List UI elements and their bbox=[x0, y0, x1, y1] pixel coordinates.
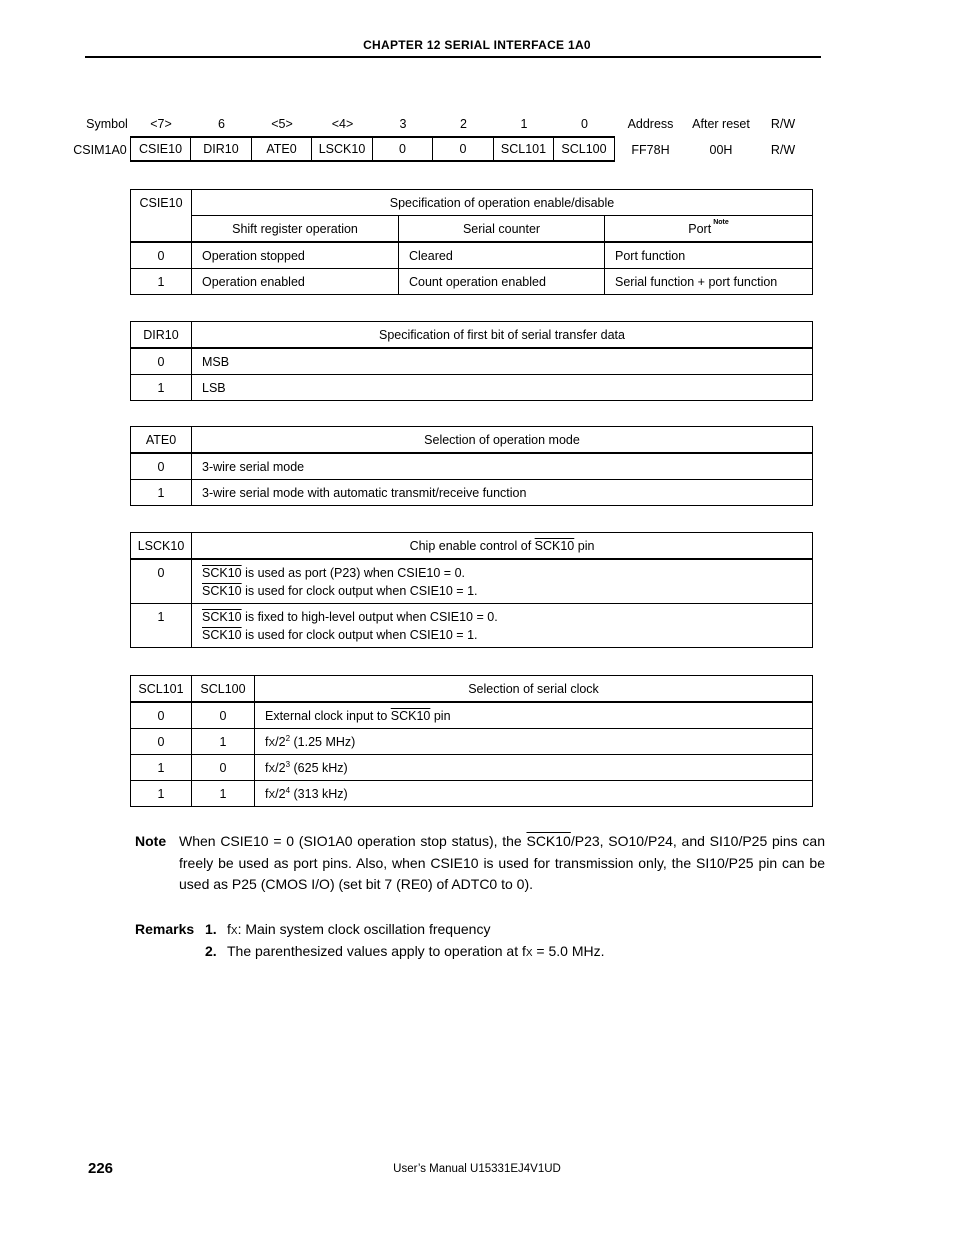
reg-bit-3: 0 bbox=[373, 137, 433, 161]
remark-item: 1. fX: Main system clock oscillation frequency bbox=[205, 921, 491, 937]
table-row: 1 SCK10 is fixed to high-level output when CSIE10 = 0. SCK10 is used for clock output when CSIE10 = 1. bbox=[131, 604, 813, 648]
csie10-sub-port: Port $^{Note}$ bbox=[605, 216, 813, 243]
note-label: Note bbox=[135, 833, 167, 849]
table-row: 0 MSB bbox=[131, 348, 813, 375]
reg-head-bit0: 0 bbox=[581, 117, 588, 131]
register-address: FF78H bbox=[631, 143, 670, 157]
register-rw: R/W bbox=[770, 143, 796, 157]
ate0-title: Selection of operation mode bbox=[192, 427, 813, 454]
dir10-title: Specification of first bit of serial transfer data bbox=[192, 322, 813, 349]
register-frame bbox=[130, 136, 615, 162]
register-reset: 00H bbox=[709, 143, 733, 157]
csie10-col-header: CSIE10 bbox=[131, 190, 192, 243]
reg-head-address: Address bbox=[627, 117, 674, 131]
note-paragraph bbox=[135, 831, 825, 896]
reg-bit-lsck10: LSCK10 bbox=[312, 137, 373, 161]
lsck10-title: Chip enable control of SCK10 pin bbox=[192, 533, 813, 560]
dir10-col-header: DIR10 bbox=[131, 322, 192, 349]
csie10-sub-shift: Shift register operation bbox=[192, 216, 399, 243]
table-row: 0 Operation stopped Cleared Port function bbox=[131, 242, 813, 269]
reg-bit-scl100: SCL100 bbox=[554, 137, 615, 161]
csie10-table bbox=[130, 189, 813, 295]
note-marker: Note bbox=[713, 218, 729, 226]
remark-item: 2. The parenthesized values apply to operation at fX = 5.0 MHz. bbox=[205, 943, 605, 959]
table-row: 0 1 $fX/2^2$ (1.25 MHz) bbox=[131, 729, 813, 755]
reg-head-bit2: 2 bbox=[460, 117, 467, 131]
reg-head-bit7: <7> bbox=[150, 117, 172, 131]
table-row: 0 3-wire serial mode bbox=[131, 453, 813, 480]
note-body: When CSIE10 = 0 (SIO1A0 operation stop status), the SCK10/P23, SO10/P24, and SI10/P25 pins can freely be used as port pins. Also, when CSIE10 is used for transmission only, the SI10/P25 pin can be used as P25 (CMOS I/O) (set bit 7 (RE0) of ADTC0 to 0). bbox=[179, 833, 826, 892]
remarks-label: Remarks bbox=[135, 921, 195, 937]
reg-head-bit6: 6 bbox=[218, 117, 225, 131]
reg-head-bit3: 3 bbox=[399, 117, 407, 131]
page-number: 226 bbox=[88, 1160, 114, 1177]
reg-head-reset: After reset bbox=[692, 117, 750, 131]
reg-bit-ate0: ATE0 bbox=[252, 137, 312, 161]
header-rule bbox=[85, 56, 821, 58]
ate0-col-header: ATE0 bbox=[131, 427, 192, 454]
table-row: 1 Operation enabled Count operation enabled Serial function + port function bbox=[131, 269, 813, 295]
lsck10-col-header: LSCK10 bbox=[131, 533, 192, 560]
csie10-title: Specification of operation enable/disable bbox=[192, 190, 813, 216]
table-row: 1 3-wire serial mode with automatic transmit/receive function bbox=[131, 480, 813, 506]
reg-bit-dir10: DIR10 bbox=[191, 137, 252, 161]
dir10-table bbox=[130, 321, 813, 401]
reg-head-symbol: Symbol bbox=[86, 117, 128, 131]
reg-bit-2: 0 bbox=[433, 137, 494, 161]
reg-head-bit5: <5> bbox=[271, 117, 293, 131]
scl100-col-header: SCL100 bbox=[192, 676, 255, 703]
reg-bit-scl101: SCL101 bbox=[494, 137, 554, 161]
table-row: 1 1 $fX/2^4$ (313 kHz) bbox=[131, 781, 813, 807]
chapter-header: CHAPTER 12 SERIAL INTERFACE 1A0 bbox=[363, 38, 591, 52]
table-row: 1 0 $fX/2^3$ (625 kHz) bbox=[131, 755, 813, 781]
scl101-col-header: SCL101 bbox=[131, 676, 192, 703]
scl-title: Selection of serial clock bbox=[255, 676, 813, 703]
lsck10-table bbox=[130, 532, 813, 648]
table-row: 0 SCK10 is used as port (P23) when CSIE10 = 0. SCK10 is used for clock output when CSIE10 = 1. bbox=[131, 559, 813, 604]
csie10-sub-counter: Serial counter bbox=[399, 216, 605, 243]
reg-head-bit1: 1 bbox=[520, 117, 528, 131]
reg-head-rw: R/W bbox=[770, 117, 796, 131]
scl-table bbox=[130, 675, 813, 807]
table-row: 0 0 External clock input to SCK10 pin bbox=[131, 702, 813, 729]
manual-footer: User’s Manual U15331EJ4V1UD bbox=[393, 1163, 561, 1175]
reg-head-bit4: <4> bbox=[331, 117, 354, 131]
reg-bit-csie10: CSIE10 bbox=[130, 137, 191, 161]
register-name: CSIM1A0 bbox=[73, 143, 127, 157]
table-row: 1 LSB bbox=[131, 375, 813, 401]
ate0-table bbox=[130, 426, 813, 506]
